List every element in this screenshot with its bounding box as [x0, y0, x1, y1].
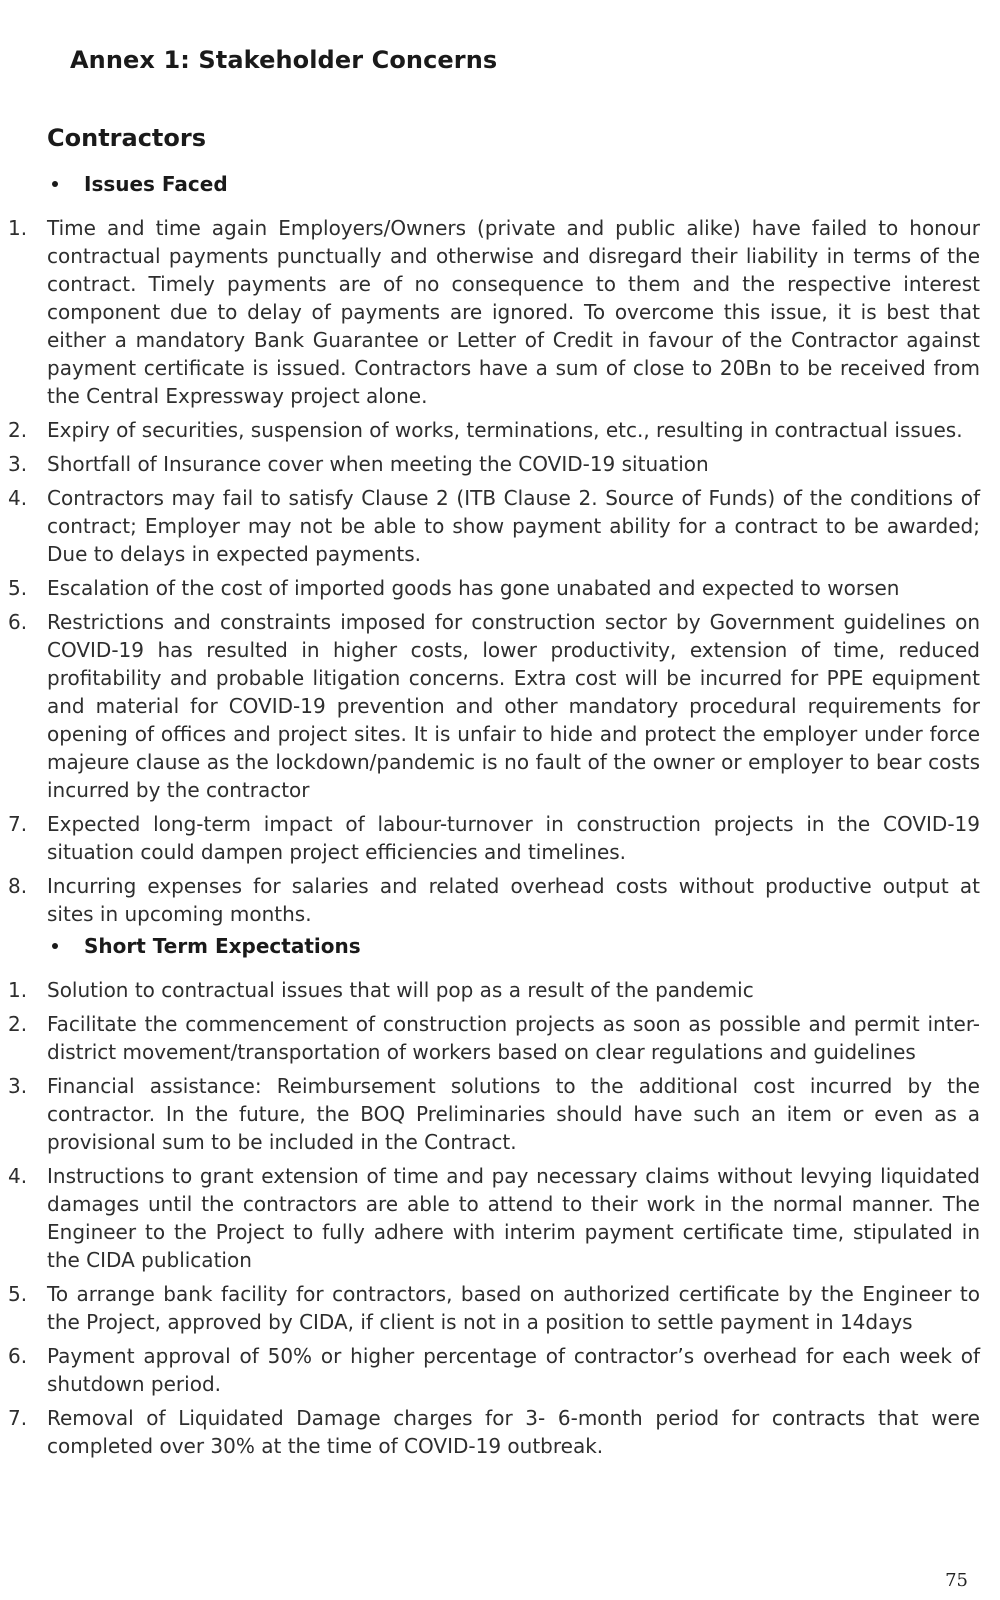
annex-title: Annex 1: Stakeholder Concerns: [70, 46, 498, 74]
item-text: Escalation of the cost of imported goods has gone unabated and expected to worsen: [47, 576, 900, 600]
expectations-heading: [52, 934, 361, 958]
list-item: [0, 450, 980, 478]
item-text: Restrictions and constraints imposed for construction sector by Government guidelines on COVID-19 has resulted in higher costs, lower productivity, extension of time, reduced profitability and probable litigation concerns. Extra cost will be incurred for PPE equipment and material for COVID-19 prevention and other mandatory procedural requirements for opening of offices and project sites. It is unfair to hide and protect the employer under force majeure clause as the lockdown/pandemic is no fault of the owner or employer to bear costs incurred by the contractor: [47, 610, 980, 802]
page-number: 75: [945, 1570, 968, 1591]
item-number: 5.: [8, 576, 28, 600]
item-number: 3.: [8, 1074, 28, 1098]
item-number: 7.: [8, 812, 28, 836]
list-item: [0, 976, 980, 1004]
item-number: 8.: [8, 874, 28, 898]
list-item: [0, 416, 980, 444]
item-number: 1.: [8, 216, 28, 240]
list-item: [0, 1010, 980, 1066]
list-item: [0, 574, 980, 602]
item-number: 5.: [8, 1282, 28, 1306]
item-number: 7.: [8, 1406, 28, 1430]
item-number: 4.: [8, 486, 28, 510]
item-number: 1.: [8, 978, 28, 1002]
item-number: 2.: [8, 418, 28, 442]
item-text: Instructions to grant extension of time and pay necessary claims without levying liquidated damages until the contractors are able to attend to their work in the normal manner. The Engineer to the Project to fully adhere with interim payment certificate time, stipulated in the CIDA publication: [47, 1164, 980, 1272]
item-text: Financial assistance: Reimbursement solutions to the additional cost incurred by the contractor. In the future, the BOQ Preliminaries should have such an item or even as a provisional sum to be included in the Contract.: [47, 1074, 980, 1154]
item-text: To arrange bank facility for contractors, based on authorized certificate by the Engineer to the Project, approved by CIDA, if client is not in a position to settle payment in 14days: [47, 1282, 980, 1334]
list-item: [0, 810, 980, 866]
item-number: 2.: [8, 1012, 28, 1036]
list-item: [0, 872, 980, 928]
item-number: 4.: [8, 1164, 28, 1188]
item-text: Expected long-term impact of labour-turnover in construction projects in the COVID-19 situation could dampen project efficiencies and timelines.: [47, 812, 980, 864]
item-text: Incurring expenses for salaries and related overhead costs without productive output at sites in upcoming months.: [47, 874, 980, 926]
list-item: [0, 1280, 980, 1336]
expectations-list: [0, 976, 1000, 1466]
item-text: Removal of Liquidated Damage charges for 3- 6-month period for contracts that were completed over 30% at the time of COVID-19 outbreak.: [47, 1406, 980, 1458]
bullet-icon: [52, 943, 58, 949]
section-title: Contractors: [47, 124, 206, 152]
issues-heading-label: Issues Faced: [84, 172, 228, 196]
item-number: 3.: [8, 452, 28, 476]
list-item: [0, 214, 980, 410]
expectations-heading-label: Short Term Expectations: [84, 934, 361, 958]
list-item: [0, 1072, 980, 1156]
list-item: [0, 1162, 980, 1274]
list-item: [0, 1404, 980, 1460]
list-item: [0, 484, 980, 568]
item-text: Shortfall of Insurance cover when meeting the COVID-19 situation: [47, 452, 709, 476]
list-item: [0, 608, 980, 804]
issues-list: [0, 214, 1000, 934]
item-text: Solution to contractual issues that will pop as a result of the pandemic: [47, 978, 754, 1002]
bullet-icon: [52, 181, 58, 187]
item-text: Contractors may fail to satisfy Clause 2 (ITB Clause 2. Source of Funds) of the conditions of contract; Employer may not be able to show payment ability for a contract to be awarded; Due to delays in expected payments.: [47, 486, 980, 566]
item-text: Payment approval of 50% or higher percentage of contractor’s overhead for each week of shutdown period.: [47, 1344, 980, 1396]
item-text: Facilitate the commencement of construction projects as soon as possible and permit inter-district movement/transportation of workers based on clear regulations and guidelines: [47, 1012, 980, 1064]
list-item: [0, 1342, 980, 1398]
issues-heading: [52, 172, 228, 196]
item-text: Expiry of securities, suspension of works, terminations, etc., resulting in contractual issues.: [47, 418, 963, 442]
item-number: 6.: [8, 610, 28, 634]
item-text: Time and time again Employers/Owners (private and public alike) have failed to honour contractual payments punctually and otherwise and disregard their liability in terms of the contract. Timely payments are of no consequence to them and the respective interest component due to delay of payments are ignored. To overcome this issue, it is best that either a mandatory Bank Guarantee or Letter of Credit in favour of the Contractor against payment certificate is issued. Contractors have a sum of close to 20Bn to be received from the Central Expressway project alone.: [47, 216, 980, 408]
item-number: 6.: [8, 1344, 28, 1368]
